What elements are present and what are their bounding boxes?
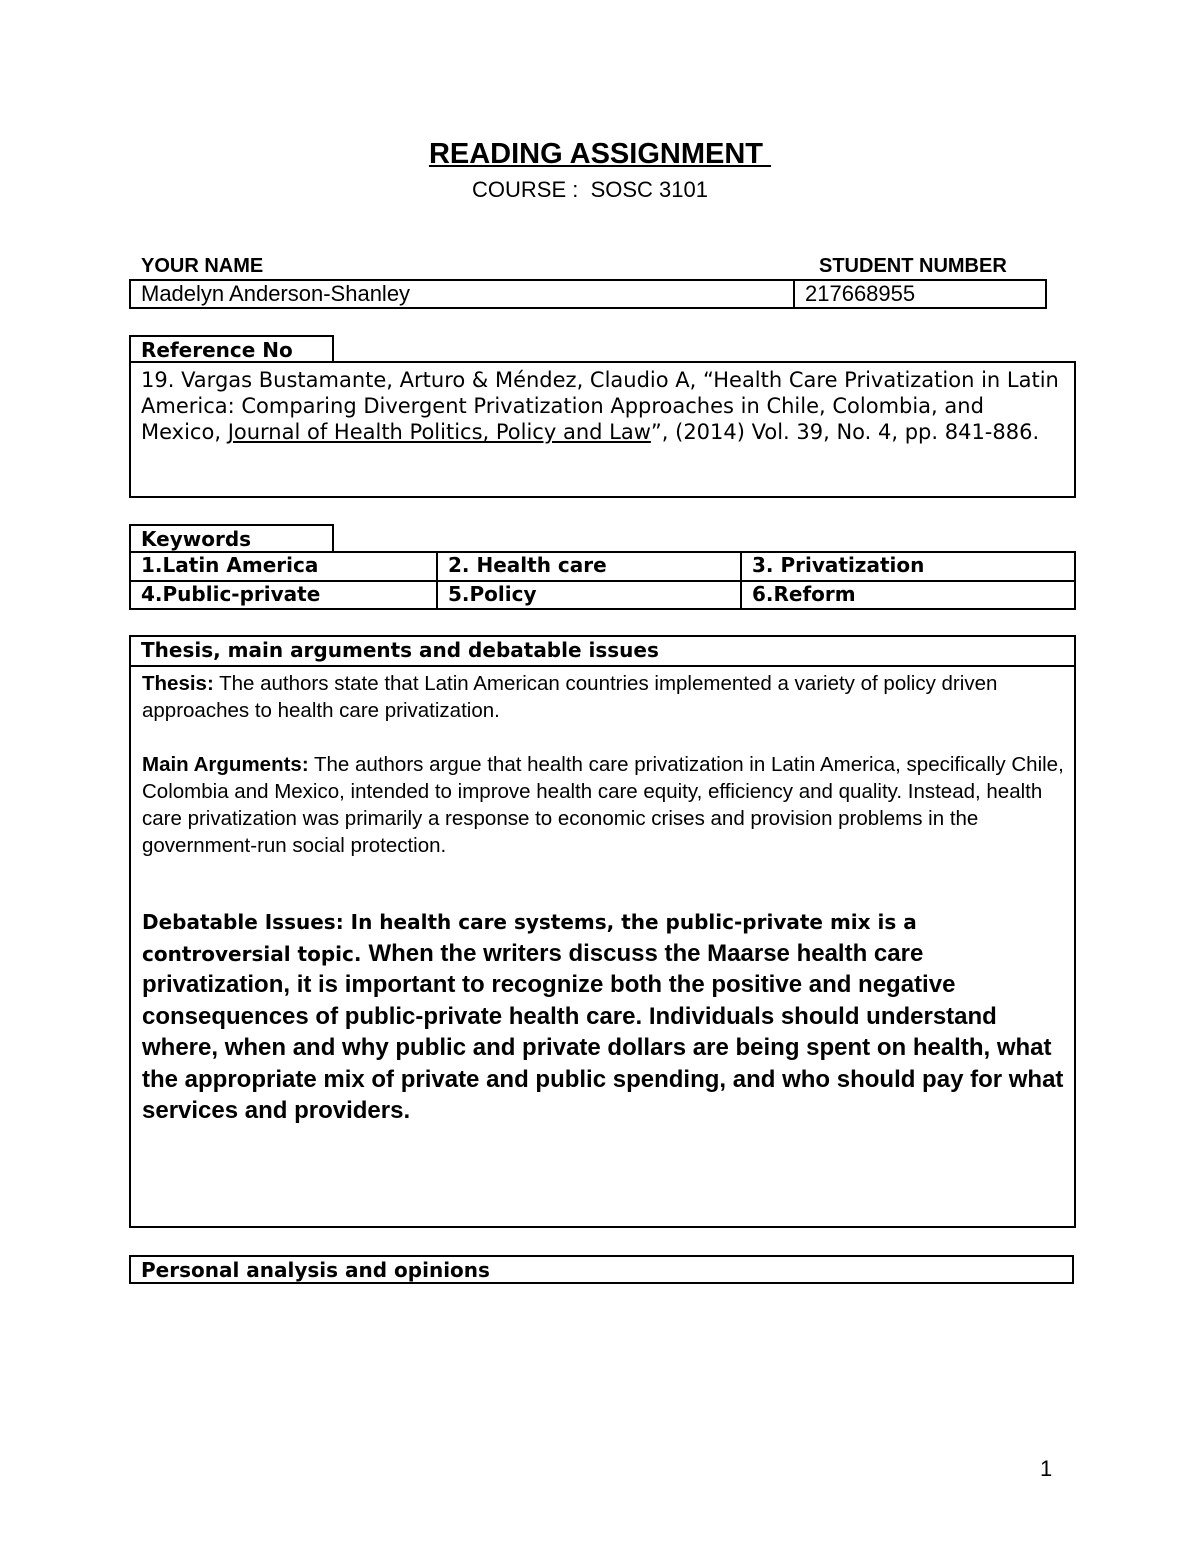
- student-number-value: 217668955: [805, 281, 916, 306]
- thesis-section-box: [129, 635, 1076, 1228]
- reference-label: Reference No: [129, 335, 334, 363]
- keyword-cell: 6.Reform: [742, 580, 1074, 609]
- debatable-text: When the writers discuss the Maarse health care privatization, it is important to recognize both the positive and negative consequences of public-private health care. Individuals should understand where, when and why public and private dollars are being spent on health, what the appropriate mix of private and public spending, and who should pay for what services and providers.: [142, 939, 1064, 1124]
- document-title: READING ASSIGNMENT: [428, 138, 772, 170]
- citation-text-end: ”, (2014) Vol. 39, No. 4, pp. 841-886.: [650, 420, 1040, 444]
- thesis-text: The authors state that Latin American countries implemented a variety of policy driven approaches to health care privatization.: [142, 672, 998, 722]
- student-number-label: STUDENT NUMBER: [819, 255, 1007, 277]
- keywords-label: Keywords: [129, 524, 334, 553]
- student-name-value: Madelyn Anderson-Shanley: [131, 281, 795, 307]
- keywords-table: [129, 551, 1076, 610]
- keyword-cell: 2. Health care: [438, 553, 742, 580]
- keyword-cell: 5.Policy: [438, 580, 742, 609]
- debatable-paragraph: [142, 907, 1064, 1128]
- keyword-cell: 3. Privatization: [752, 553, 925, 577]
- course-line: COURSE : SOSC 3101: [472, 177, 708, 202]
- reference-box: [129, 361, 1076, 498]
- personal-analysis-heading: Personal analysis and opinions: [129, 1255, 1074, 1284]
- debatable-label: Debatable Issues: In health care systems, the public-private mix is a controversial topic.: [142, 910, 917, 966]
- arguments-text: The authors argue that health care privatization in Latin America, specifically Chile, Colombia and Mexico, intended to improve health care equity, efficiency and quality. Instead, health care privatization was primarily a response to economic crises and provision problems in the government-run social protection.: [142, 753, 1064, 857]
- your-name-label: YOUR NAME: [141, 255, 264, 277]
- reference-citation: [141, 367, 1064, 445]
- keyword-cell: 4.Public-private: [131, 580, 438, 609]
- journal-title: Journal of Health Politics, Policy and Law: [227, 420, 651, 444]
- student-info-row: [129, 279, 1047, 309]
- thesis-paragraph: [142, 670, 1064, 724]
- thesis-section-body: [131, 667, 1074, 1128]
- citation-text-start: 19. Vargas Bustamante, Arturo & Méndez, Claudio A, “Health Care Privatization in Latin America: Comparing Divergent Privatization Approaches in Chile, Colombia, and Mexico,: [141, 368, 1059, 444]
- page-number: 1: [1040, 1456, 1053, 1481]
- arguments-paragraph: [142, 751, 1064, 859]
- arguments-label: Main Arguments:: [142, 753, 309, 776]
- keyword-cell: 1.Latin America: [131, 553, 438, 580]
- thesis-section-heading: Thesis, main arguments and debatable issues: [131, 637, 1074, 667]
- thesis-label: Thesis:: [142, 672, 214, 695]
